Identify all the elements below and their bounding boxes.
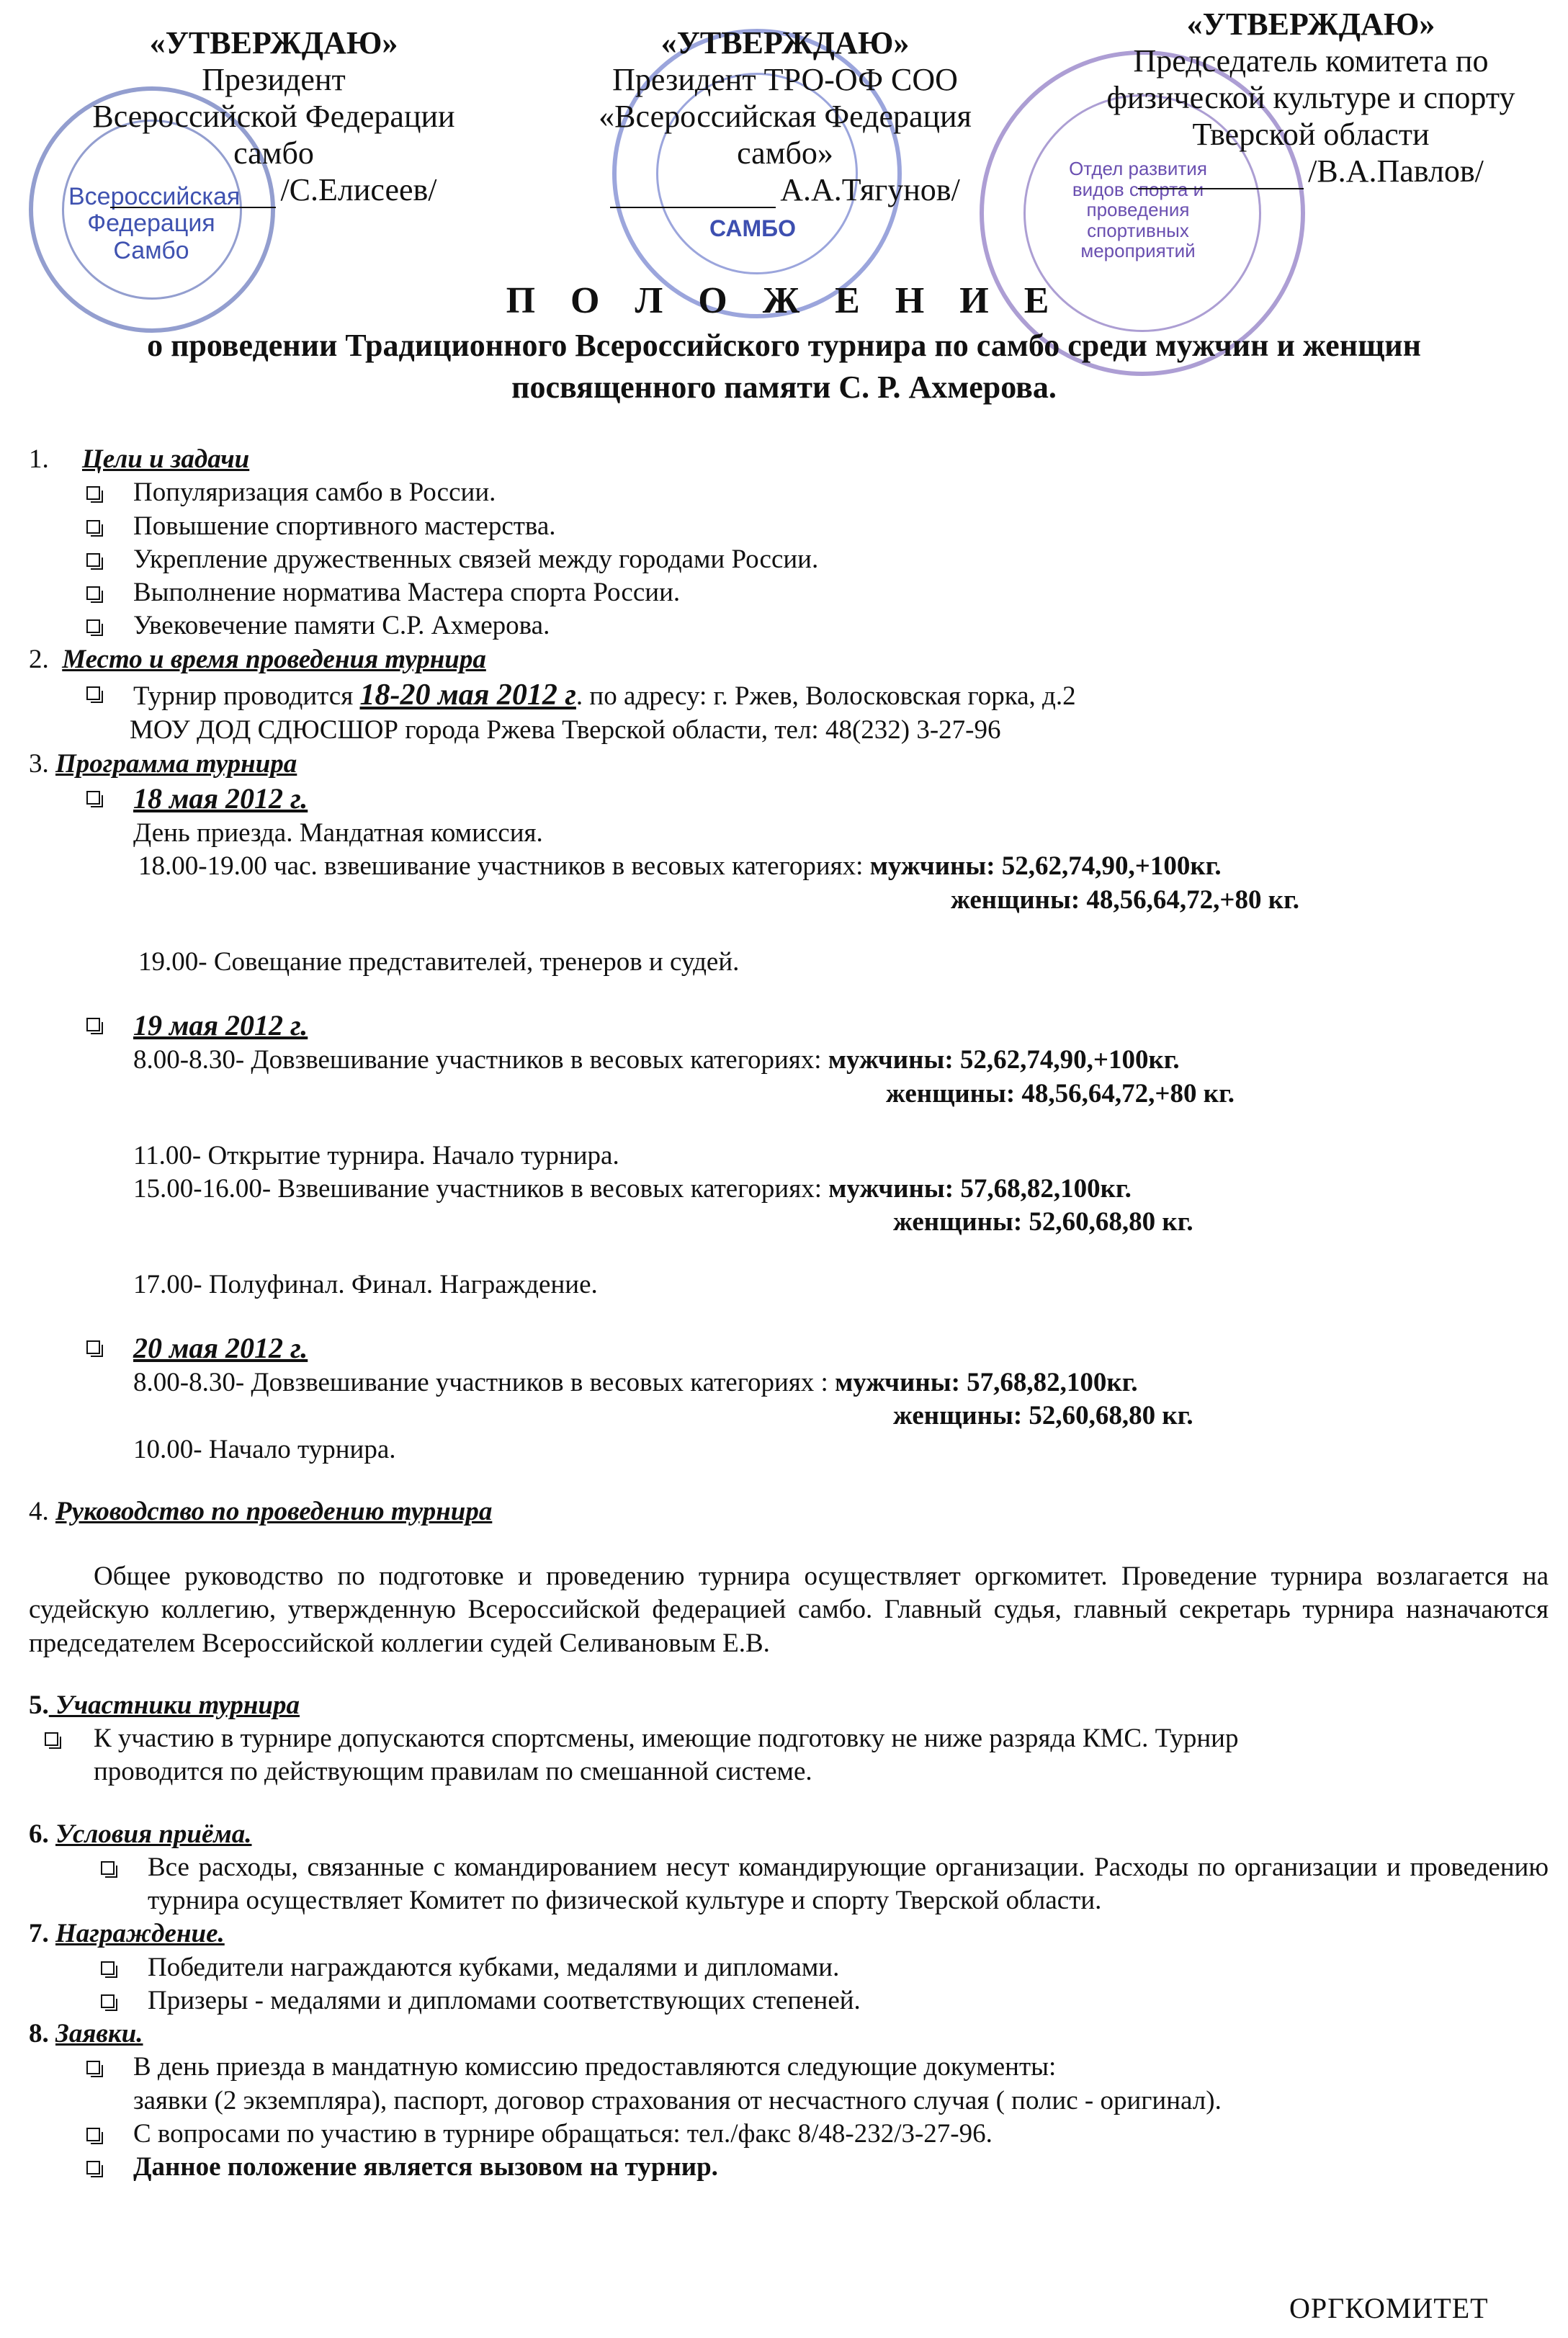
approval-line: самбо xyxy=(233,135,314,171)
list-item xyxy=(29,543,1549,576)
checkbox-bullet-icon xyxy=(86,2128,100,2141)
program-day xyxy=(29,781,1549,817)
spacer xyxy=(29,1240,1549,1268)
list-item-text: Победители награждаются кубками, медалями и дипломами. xyxy=(148,1952,840,1982)
program-date: 19 мая 2012 г. xyxy=(133,1009,308,1042)
section-title: Программа турнира xyxy=(55,748,297,779)
section-heading xyxy=(29,1495,1549,1528)
spacer xyxy=(29,1111,1549,1139)
list-item-continuation: проводится по действующим правилам по смешанной системе. xyxy=(94,1757,812,1787)
weight-classes-men: мужчины: 52,62,74,90,+100кг. xyxy=(828,1045,1180,1075)
signatory-name: А.А.Тягунов/ xyxy=(780,172,960,208)
address-line: МОУ ДОД СДЮСШОР города Ржева Тверской области, тел: 48(232) 3-27-96 xyxy=(130,715,1001,745)
spacer xyxy=(29,1660,1549,1689)
program-text: 15.00-16.00- Взвешивание участников в весовых категориях: xyxy=(133,1174,829,1204)
program-day xyxy=(29,1008,1549,1044)
section-title: Заявки. xyxy=(55,2019,143,2048)
checkbox-bullet-icon xyxy=(86,1018,100,1031)
document-subtitle: о проведении Традиционного Всероссийского турнира по самбо среди мужчин и женщин xyxy=(147,328,1421,363)
approval-title: «УТВЕРЖДАЮ» xyxy=(660,25,910,61)
program-text: 8.00-8.30- Довзвешивание участников в весовых категориях : xyxy=(133,1368,835,1397)
approval-title: «УТВЕРЖДАЮ» xyxy=(149,25,398,61)
approval-title: «УТВЕРЖДАЮ» xyxy=(1186,6,1435,42)
approval-block-2 xyxy=(555,24,1016,208)
list-item xyxy=(29,476,1549,509)
checkbox-bullet-icon xyxy=(101,1961,115,1975)
list-item-continuation: заявки (2 экземпляра), паспорт, договор страхования от несчастного случая ( полис - оригинал). xyxy=(133,2085,1222,2115)
section-awards xyxy=(29,1917,1549,2017)
section-program xyxy=(29,748,1549,1466)
list-item-text: Все расходы, связанные с командированием несут командирующие организации. Расходы по организации и проведению турнира осуществляет Комитет по физической культуре и спорту Тверской области. xyxy=(148,1852,1549,1915)
weight-classes-men: мужчины: 52,62,74,90,+100кг. xyxy=(869,851,1222,882)
section-title: Участники турнира xyxy=(48,1690,300,1720)
program-date: 20 мая 2012 г. xyxy=(133,1331,308,1364)
section-number: 1. xyxy=(29,444,49,474)
signature-blank xyxy=(110,178,276,208)
section-goals xyxy=(29,443,1549,643)
text: . по адресу: г. Ржев, Волосковская горка, д.2 xyxy=(575,681,1076,711)
program-line: День приезда. Мандатная комиссия. xyxy=(133,818,543,848)
program-line xyxy=(29,1044,1549,1077)
section-management xyxy=(29,1495,1549,1660)
section-heading xyxy=(29,1818,1549,1851)
list-item xyxy=(29,2118,1549,2151)
section-conditions xyxy=(29,1818,1549,1918)
list-item xyxy=(29,609,1549,642)
approval-line: Тверской области xyxy=(1192,117,1430,153)
signatory-name: /С.Елисеев/ xyxy=(280,172,437,208)
list-item-text: Популяризация самбо в России. xyxy=(133,478,496,508)
section-title: Цели и задачи xyxy=(82,444,250,474)
list-item xyxy=(29,1851,1549,1918)
signature-line xyxy=(555,171,1016,208)
list-item-text: Увековечение памяти С.Р. Ахмерова. xyxy=(133,611,550,641)
program-line: 10.00- Начало турнира. xyxy=(133,1434,396,1464)
approval-header xyxy=(0,6,1568,243)
document-title: П О Л О Ж Е Н И Е xyxy=(506,280,1062,321)
stamp-text-3: Отдел развития видов спорта и проведения спортивных мероприятий xyxy=(1069,158,1207,262)
weight-classes-women: женщины: 48,56,64,72,+80 кг. xyxy=(886,1078,1235,1108)
list-item-text: Выполнение норматива Мастера спорта России. xyxy=(133,578,681,607)
checkbox-bullet-icon xyxy=(86,520,100,534)
weight-classes-women: женщины: 52,60,68,80 кг. xyxy=(893,1401,1193,1431)
list-item xyxy=(29,510,1549,543)
section-number: 7. xyxy=(29,1919,49,1949)
section-title: Место и время проведения турнира xyxy=(62,644,486,674)
section-number: 2. xyxy=(29,644,49,674)
weight-classes-men: мужчины: 57,68,82,100кг. xyxy=(828,1174,1132,1204)
section-applications xyxy=(29,2017,1549,2184)
list-item-text: Данное положение является вызовом на турнир. xyxy=(133,2152,718,2182)
event-dates: 18-20 мая 2012 г xyxy=(359,678,576,712)
approval-line: Президент ТРО-ОФ СОО xyxy=(612,62,958,98)
program-line: 11.00- Открытие турнира. Начало турнира. xyxy=(133,1140,619,1170)
list-item-text: Повышение спортивного мастерства. xyxy=(133,511,556,541)
approval-line: Председатель комитета по xyxy=(1133,43,1489,79)
section-heading xyxy=(29,748,1549,781)
approval-line: физической культуре и спорту xyxy=(1106,80,1515,116)
section-heading xyxy=(29,1917,1549,1950)
spacer xyxy=(29,979,1549,1008)
section-title: Условия приёма. xyxy=(55,1819,252,1849)
checkbox-bullet-icon xyxy=(86,686,100,700)
document-subtitle-2: посвященного памяти С. Р. Ахмерова. xyxy=(511,369,1057,405)
spacer xyxy=(29,1302,1549,1330)
checkbox-bullet-icon xyxy=(86,1340,100,1354)
program-line xyxy=(29,850,1549,883)
list-item xyxy=(29,576,1549,609)
list-item-text: Укрепление дружественных связей между городами России. xyxy=(133,544,819,574)
weight-classes-women: женщины: 52,60,68,80 кг. xyxy=(893,1207,1193,1237)
spacer xyxy=(29,1466,1549,1495)
weight-classes-women: женщины: 48,56,64,72,+80 кг. xyxy=(951,884,1299,915)
program-line: 17.00- Полуфинал. Финал. Награждение. xyxy=(133,1269,598,1299)
paragraph: Общее руководство по подготовке и проведению турнира осуществляет оргкомитет. Проведение турнира возлагается на судейскую коллегию, утвержденную Всероссийской федерацией самбо. Главный судья, главный секретарь турнира назначаются председателем Всероссийской коллегии судей Селивановым Е.В. xyxy=(29,1562,1549,1658)
list-item-text: К участию в турнире допускаются спортсмены, имеющие подготовку не ниже разряда КМС. Турнир xyxy=(94,1724,1239,1753)
approval-line: Президент xyxy=(202,62,346,98)
signature-line xyxy=(1059,153,1563,189)
section-number: 8. xyxy=(29,2019,49,2048)
program-text: 8.00-8.30- Довзвешивание участников в весовых категориях: xyxy=(133,1045,828,1075)
list-item-text: В день приезда в мандатную комиссию предоставляются следующие документы: xyxy=(133,2052,1057,2082)
text: Турнир проводится xyxy=(133,681,360,711)
program-line xyxy=(29,1366,1549,1399)
program-text: 18.00-19.00 час. взвешивание участников в весовых категориях: xyxy=(138,851,870,882)
section-number: 6. xyxy=(29,1819,49,1849)
spacer xyxy=(29,1789,1549,1818)
checkbox-bullet-icon xyxy=(86,553,100,567)
section-number: 5. xyxy=(29,1690,49,1720)
organizing-committee-signature: ОРГКОМИТЕТ xyxy=(1289,2292,1489,2324)
checkbox-bullet-icon xyxy=(86,619,100,633)
program-date: 18 мая 2012 г. xyxy=(133,781,308,815)
section-title: Награждение. xyxy=(55,1919,225,1949)
list-item xyxy=(29,2151,1549,2184)
approval-block-1 xyxy=(43,24,504,208)
list-item xyxy=(29,676,1549,715)
checkbox-bullet-icon xyxy=(101,1861,115,1875)
program-line: 19.00- Совещание представителей, тренеров и судей. xyxy=(138,946,740,977)
checkbox-bullet-icon xyxy=(86,486,100,500)
signatory-name: /В.А.Павлов/ xyxy=(1308,153,1484,189)
list-item xyxy=(29,1951,1549,1984)
section-number: 4. xyxy=(29,1496,49,1526)
checkbox-bullet-icon xyxy=(45,1732,58,1746)
spacer xyxy=(29,917,1549,946)
list-item-text: Призеры - медалями и дипломами соответствующих степеней. xyxy=(148,1985,861,2015)
checkbox-bullet-icon xyxy=(86,2061,100,2074)
approval-block-3 xyxy=(1059,6,1563,189)
stamp-text-2: САМБО xyxy=(709,215,796,241)
list-item xyxy=(29,1984,1549,2017)
section-heading xyxy=(29,643,1549,676)
checkbox-bullet-icon xyxy=(86,791,100,805)
approval-line: Всероссийской Федерации xyxy=(92,99,455,135)
program-day xyxy=(29,1330,1549,1366)
section-place-time xyxy=(29,643,1549,748)
list-item-text: С вопросами по участию в турнире обращаться: тел./факс 8/48-232/3-27-96. xyxy=(133,2118,993,2149)
signature-blank xyxy=(1138,159,1304,189)
signature-blank xyxy=(610,178,776,208)
document-body xyxy=(29,443,1549,2184)
section-heading xyxy=(29,443,1549,476)
checkbox-bullet-icon xyxy=(101,1994,115,2008)
approval-line: самбо» xyxy=(737,135,833,171)
checkbox-bullet-icon xyxy=(86,586,100,600)
section-heading xyxy=(29,2017,1549,2051)
section-title: Руководство по проведению турнира xyxy=(55,1496,493,1526)
signature-line xyxy=(43,171,504,208)
weight-classes-men: мужчины: 57,68,82,100кг. xyxy=(835,1368,1138,1397)
section-heading xyxy=(29,1689,1549,1722)
list-item xyxy=(29,1722,1549,1755)
checkbox-bullet-icon xyxy=(86,2161,100,2174)
list-item xyxy=(29,2051,1549,2084)
section-participants xyxy=(29,1689,1549,1789)
stamp-text-1: Всероссийская Федерация Самбо xyxy=(68,183,241,264)
program-line xyxy=(29,1173,1549,1206)
section-number: 3. xyxy=(29,748,49,779)
approval-line: «Всероссийская Федерация xyxy=(599,99,972,135)
